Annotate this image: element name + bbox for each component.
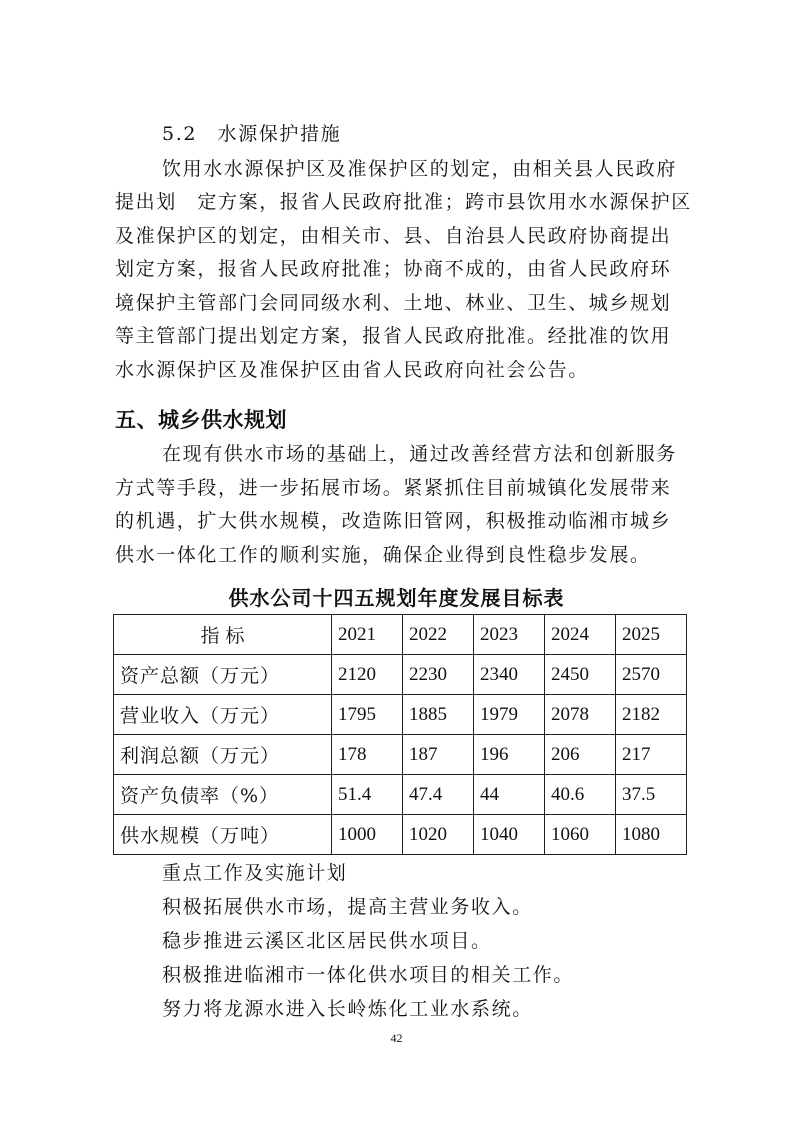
- table-row: [114, 815, 687, 855]
- page-number: 42: [390, 1031, 403, 1045]
- value-cell: 2078: [545, 695, 616, 735]
- paragraph-line: 境保护主管部门会同同级水利、土地、林业、卫生、城乡规划: [115, 292, 672, 314]
- key-work-item: 稳步推进云溪区北区居民供水项目。: [162, 930, 492, 952]
- paragraph-line: 等主管部门提出划定方案，报省人民政府批准。经批准的饮用: [115, 325, 672, 347]
- row-label-cell: 资产总额（万元）: [114, 655, 332, 695]
- value-cell: 47.4: [403, 775, 474, 815]
- row-label-cell: 供水规模（万吨）: [114, 815, 332, 855]
- key-work-item: 积极推进临湘市一体化供水项目的相关工作。: [162, 964, 575, 986]
- year-header-cell: 2024: [545, 615, 616, 655]
- paragraph-line: 供水一体化工作的顺利实施，确保企业得到良性稳步发展。: [115, 544, 651, 566]
- key-work-item: 积极拓展供水市场，提高主营业务收入。: [162, 896, 533, 918]
- paragraph-line: 的机遇，扩大供水规模，改造陈旧管网，积极推动临湘市城乡: [115, 510, 672, 532]
- table-row: [114, 695, 687, 735]
- paragraph-line: 水水源保护区及准保护区由省人民政府向社会公告。: [115, 359, 589, 381]
- table-header-row: [114, 615, 687, 655]
- value-cell: 2570: [616, 655, 687, 695]
- value-cell: 1080: [616, 815, 687, 855]
- table-row: [114, 735, 687, 775]
- section-5-heading: 五、城乡供水规划: [115, 408, 287, 432]
- value-cell: 1795: [332, 695, 403, 735]
- section-5-2-heading: 5.2 水源保护措施: [162, 123, 342, 145]
- value-cell: 2120: [332, 655, 403, 695]
- year-header-cell: 2023: [474, 615, 545, 655]
- value-cell: 2340: [474, 655, 545, 695]
- year-header-cell: 2025: [616, 615, 687, 655]
- value-cell: 51.4: [332, 775, 403, 815]
- value-cell: 2450: [545, 655, 616, 695]
- table-row: [114, 775, 687, 815]
- table-row: [114, 655, 687, 695]
- row-label-cell: 资产负债率（%）: [114, 775, 332, 815]
- value-cell: 187: [403, 735, 474, 775]
- paragraph-line: 在现有供水市场的基础上，通过改善经营方法和创新服务: [162, 443, 678, 465]
- year-header-cell: 2022: [403, 615, 474, 655]
- paragraph-line: 划定方案，报省人民政府批准；协商不成的，由省人民政府环: [115, 258, 672, 280]
- key-work-title: 重点工作及实施计划: [162, 862, 348, 884]
- value-cell: 178: [332, 735, 403, 775]
- value-cell: 196: [474, 735, 545, 775]
- header-label-cell: 指标: [114, 615, 332, 655]
- table-title: 供水公司十四五规划年度发展目标表: [228, 586, 565, 610]
- value-cell: 217: [616, 735, 687, 775]
- value-cell: 2182: [616, 695, 687, 735]
- value-cell: 1040: [474, 815, 545, 855]
- value-cell: 44: [474, 775, 545, 815]
- paragraph-line: 饮用水水源保护区及准保护区的划定，由相关县人民政府: [162, 158, 678, 180]
- year-header-cell: 2021: [332, 615, 403, 655]
- row-label-cell: 利润总额（万元）: [114, 735, 332, 775]
- paragraph-line: 方式等手段，进一步拓展市场。紧紧抓住目前城镇化发展带来: [115, 477, 672, 499]
- paragraph-line: 提出划 定方案，报省人民政府批准；跨市县饮用水水源保护区: [115, 191, 692, 213]
- value-cell: 2230: [403, 655, 474, 695]
- value-cell: 1979: [474, 695, 545, 735]
- paragraph-line: 及准保护区的划定，由相关市、县、自治县人民政府协商提出: [115, 225, 672, 247]
- value-cell: 206: [545, 735, 616, 775]
- development-targets-table: [113, 614, 687, 855]
- value-cell: 37.5: [616, 775, 687, 815]
- row-label-cell: 营业收入（万元）: [114, 695, 332, 735]
- key-work-item: 努力将龙源水进入长岭炼化工业水系统。: [162, 998, 533, 1020]
- value-cell: 1060: [545, 815, 616, 855]
- value-cell: 1000: [332, 815, 403, 855]
- value-cell: 1885: [403, 695, 474, 735]
- value-cell: 1020: [403, 815, 474, 855]
- value-cell: 40.6: [545, 775, 616, 815]
